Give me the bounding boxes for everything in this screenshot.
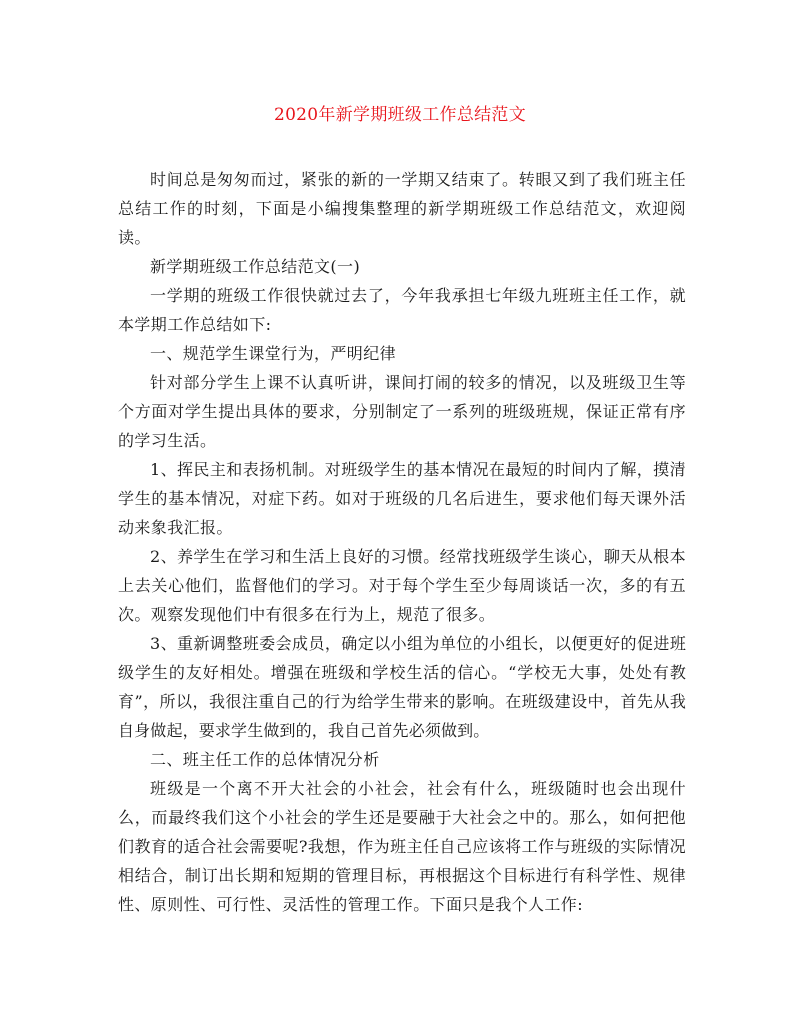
intro-paragraph: 时间总是匆匆而过，紧张的新的一学期又结束了。转眼又到了我们班主任总结工作的时刻，下面是小编搜集整理的新学期班级工作总结范文，欢迎阅读。 [118, 170, 686, 247]
document-body [118, 165, 686, 919]
overview-paragraph: 一学期的班级工作很快就过去了，今年我承担七年级九班班主任工作，就本学期工作总结如下: [118, 286, 686, 334]
section-heading-overall-analysis: 二、班主任工作的总体情况分析 [150, 750, 380, 769]
item-3-paragraph: 3、重新调整班委会成员，确定以小组为单位的小组长，以便更好的促进班级学生的友好相处。增强在班级和学校生活的信心。“学校无大事，处处有教育”，所以，我很注重自己的行为给学生带来的影响。在班级建设中，首先从我自身做起，要求学生做到的，我自己首先必须做到。 [118, 634, 686, 740]
analysis-paragraph: 班级是一个离不开大社会的小社会，社会有什么，班级随时也会出现什么，而最终我们这个小社会的学生还是要融于大社会之中的。那么，如何把他们教育的适合社会需要呢?我想，作为班主任自己应该将工作与班级的实际情况相结合，制订出长期和短期的管理目标，再根据这个目标进行有科学性、规律性、原则性、可行性、灵活性的管理工作。下面只是我个人工作: [118, 779, 686, 914]
rules-paragraph: 针对部分学生上课不认真听讲，课间打闹的较多的情况，以及班级卫生等个方面对学生提出具体的要求，分别制定了一系列的班级班规，保证正常有序的学习生活。 [118, 373, 686, 450]
section-heading-classroom-behavior: 一、规范学生课堂行为，严明纪律 [150, 344, 397, 363]
document-title: 2020年新学期班级工作总结范文 [273, 105, 527, 125]
section-heading-sample-one: 新学期班级工作总结范文(一) [150, 257, 361, 276]
item-2-paragraph: 2、养学生在学习和生活上良好的习惯。经常找班级学生谈心，聊天从根本上去关心他们，监督他们的学习。对于每个学生至少每周谈话一次，多的有五次。观察发现他们中有很多在行为上，规范了很多。 [118, 547, 686, 624]
item-1-paragraph: 1、挥民主和表扬机制。对班级学生的基本情况在最短的时间内了解，摸清学生的基本情况，对症下药。如对于班级的几名后进生，要求他们每天课外活动来象我汇报。 [118, 460, 686, 537]
